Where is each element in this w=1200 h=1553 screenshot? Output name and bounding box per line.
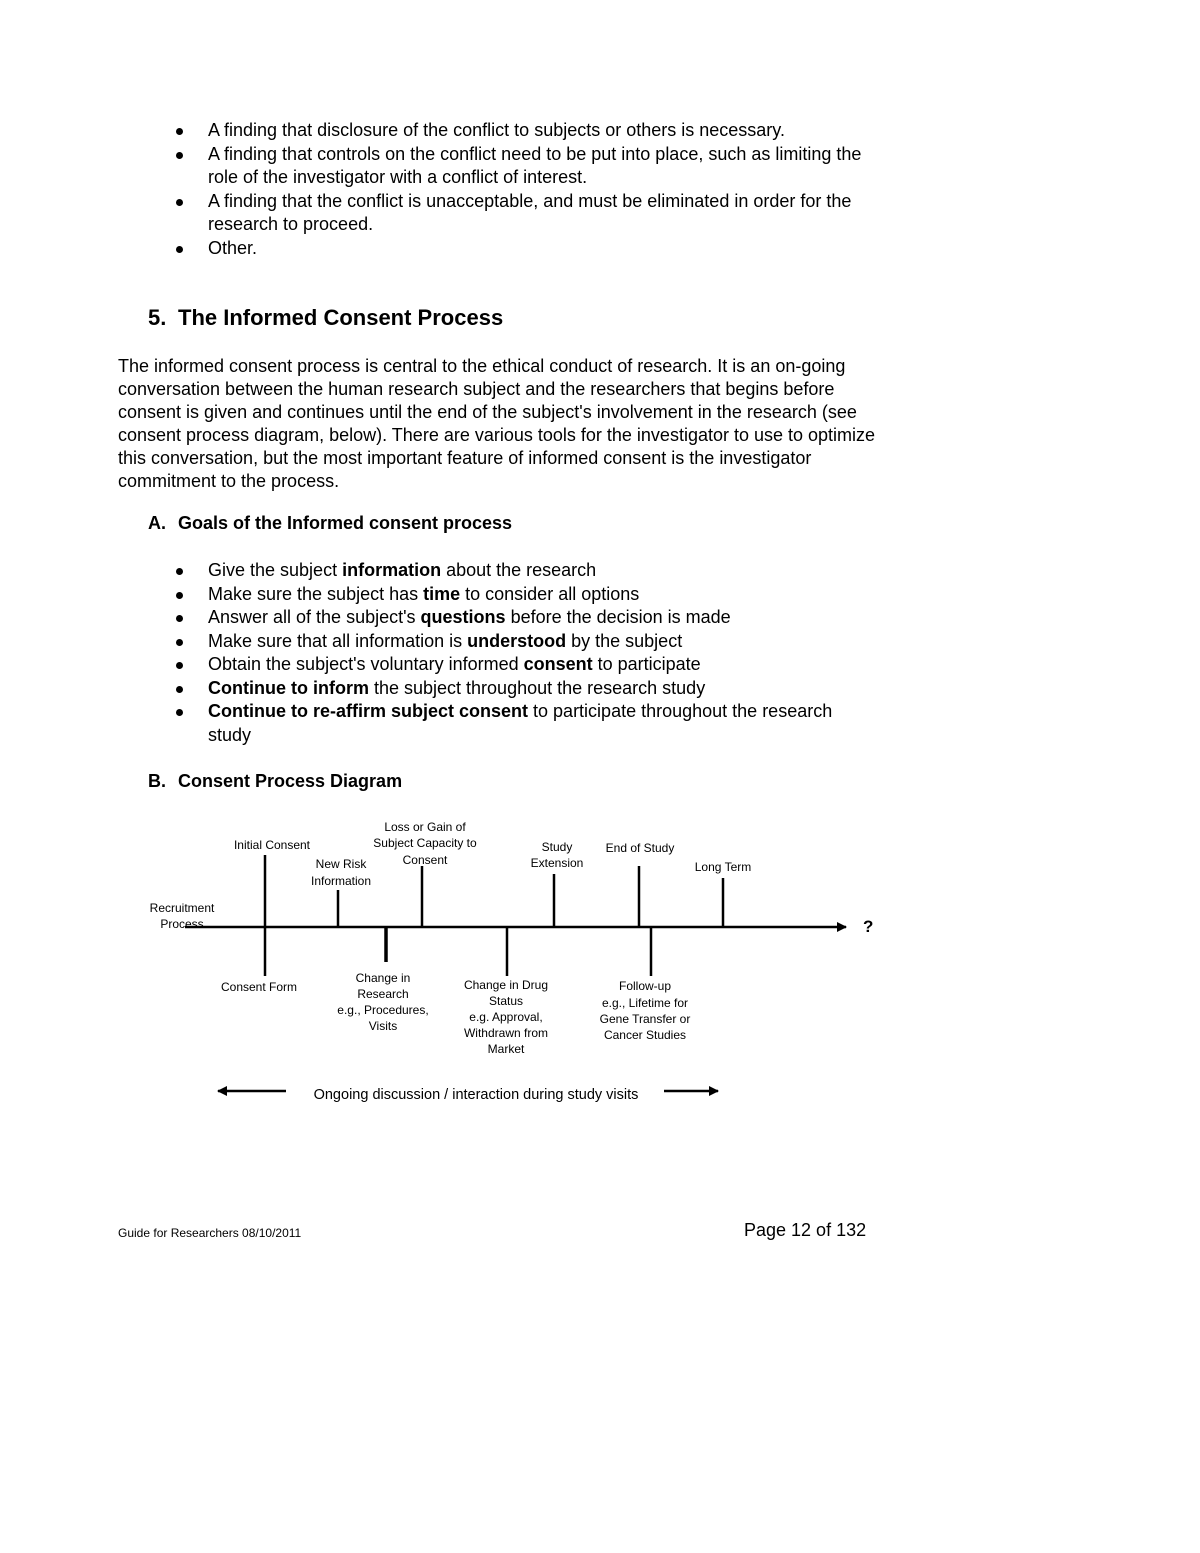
label-loss-gain — [373, 820, 477, 867]
list-item: Continue to inform the subject throughout the research study — [173, 677, 853, 701]
list-item: Make sure that all information is understood by the subject — [173, 630, 853, 654]
label-recruitment-process — [150, 901, 215, 931]
svg-text:Study: Study — [541, 840, 573, 854]
svg-text:Withdrawn from: Withdrawn from — [463, 1026, 549, 1040]
label-change-research — [337, 971, 428, 1033]
label-change-drug — [464, 978, 548, 1056]
ongoing-label: Ongoing discussion / interaction during study visits — [313, 1087, 639, 1103]
svg-text:Gene Transfer or: Gene Transfer or — [599, 1012, 691, 1026]
svg-text:Status: Status — [488, 994, 524, 1008]
subsection-letter: A. — [148, 513, 166, 533]
section-number: 5. — [148, 305, 167, 330]
svg-text:Process: Process — [160, 917, 204, 931]
svg-text:New Risk: New Risk — [315, 857, 367, 871]
svg-text:Initial Consent: Initial Consent — [233, 838, 311, 852]
list-item: Give the subject information about the research — [173, 559, 853, 583]
list-item: Other. — [173, 237, 893, 261]
svg-text:Change in: Change in — [355, 971, 411, 985]
subsection-title: Consent Process Diagram — [178, 771, 403, 791]
label-initial-consent — [234, 838, 311, 852]
section-heading — [148, 305, 503, 331]
list-item: A finding that controls on the conflict need to be put into place, such as limiting the role of the investigator with a conflict of interest. — [173, 143, 893, 190]
subsection-title: Goals of the Informed consent process — [178, 513, 513, 533]
svg-text:Visits: Visits — [368, 1019, 398, 1033]
list-item: A finding that disclosure of the conflict to subjects or others is necessary. — [173, 119, 893, 143]
section-title: The Informed Consent Process — [178, 305, 504, 330]
svg-text:Recruitment: Recruitment — [149, 901, 215, 915]
label-consent-form — [221, 980, 297, 994]
svg-text:Subject Capacity to: Subject Capacity to — [373, 836, 477, 850]
label-study-extension — [531, 840, 584, 870]
footer-document-title: Guide for Researchers 08/10/2011 — [118, 1226, 302, 1240]
list-item: Answer all of the subject's questions before the decision is made — [173, 606, 853, 630]
goals-list — [173, 559, 853, 747]
svg-text:Consent: Consent — [402, 853, 448, 867]
label-end-question: ? — [863, 917, 874, 936]
list-item: A finding that the conflict is unacceptable, and must be eliminated in order for the research to proceed. — [173, 190, 893, 237]
svg-text:Market: Market — [487, 1042, 525, 1056]
svg-text:Consent Form: Consent Form — [220, 980, 298, 994]
list-item: Obtain the subject's voluntary informed consent to participate — [173, 653, 853, 677]
svg-text:End of Study: End of Study — [605, 841, 675, 855]
subsection-b-heading — [148, 771, 402, 792]
svg-text:Follow-up: Follow-up — [618, 979, 672, 993]
svg-text:Extension: Extension — [530, 856, 584, 870]
svg-text:Research: Research — [357, 987, 409, 1001]
list-item: Make sure the subject has time to consider all options — [173, 583, 853, 607]
svg-text:Information: Information — [310, 874, 372, 888]
svg-text:Cancer Studies: Cancer Studies — [603, 1028, 687, 1042]
label-follow-up — [600, 979, 691, 1042]
label-new-risk — [311, 857, 371, 888]
label-long-term — [695, 860, 751, 874]
svg-text:Long Term: Long Term — [694, 860, 752, 874]
intro-paragraph: The informed consent process is central to the ethical conduct of research. It is an on-going conversation between the human research subject and the researchers that begins before consent is given and continues until the end of the subject's involvement in the research (see consent process diagram, below). There are various tools for the investigator to use to optimize this conversation, but the most important feature of informed consent is the investigator commitment to the process. — [118, 356, 876, 491]
svg-text:e.g., Procedures,: e.g., Procedures, — [337, 1003, 429, 1017]
svg-text:e.g. Approval,: e.g. Approval, — [469, 1010, 543, 1024]
svg-text:e.g., Lifetime for: e.g., Lifetime for — [601, 996, 689, 1010]
list-item: Continue to re-affirm subject consent to participate throughout the research study — [173, 700, 853, 747]
svg-text:Change in Drug: Change in Drug — [463, 978, 549, 992]
subsection-a-heading — [148, 513, 512, 534]
conflict-findings-list — [173, 119, 893, 260]
label-end-of-study — [606, 841, 675, 855]
svg-text:Loss or Gain of: Loss or Gain of — [384, 820, 466, 834]
subsection-letter: B. — [148, 771, 166, 791]
footer-page-number: Page 12 of 132 — [744, 1220, 867, 1240]
